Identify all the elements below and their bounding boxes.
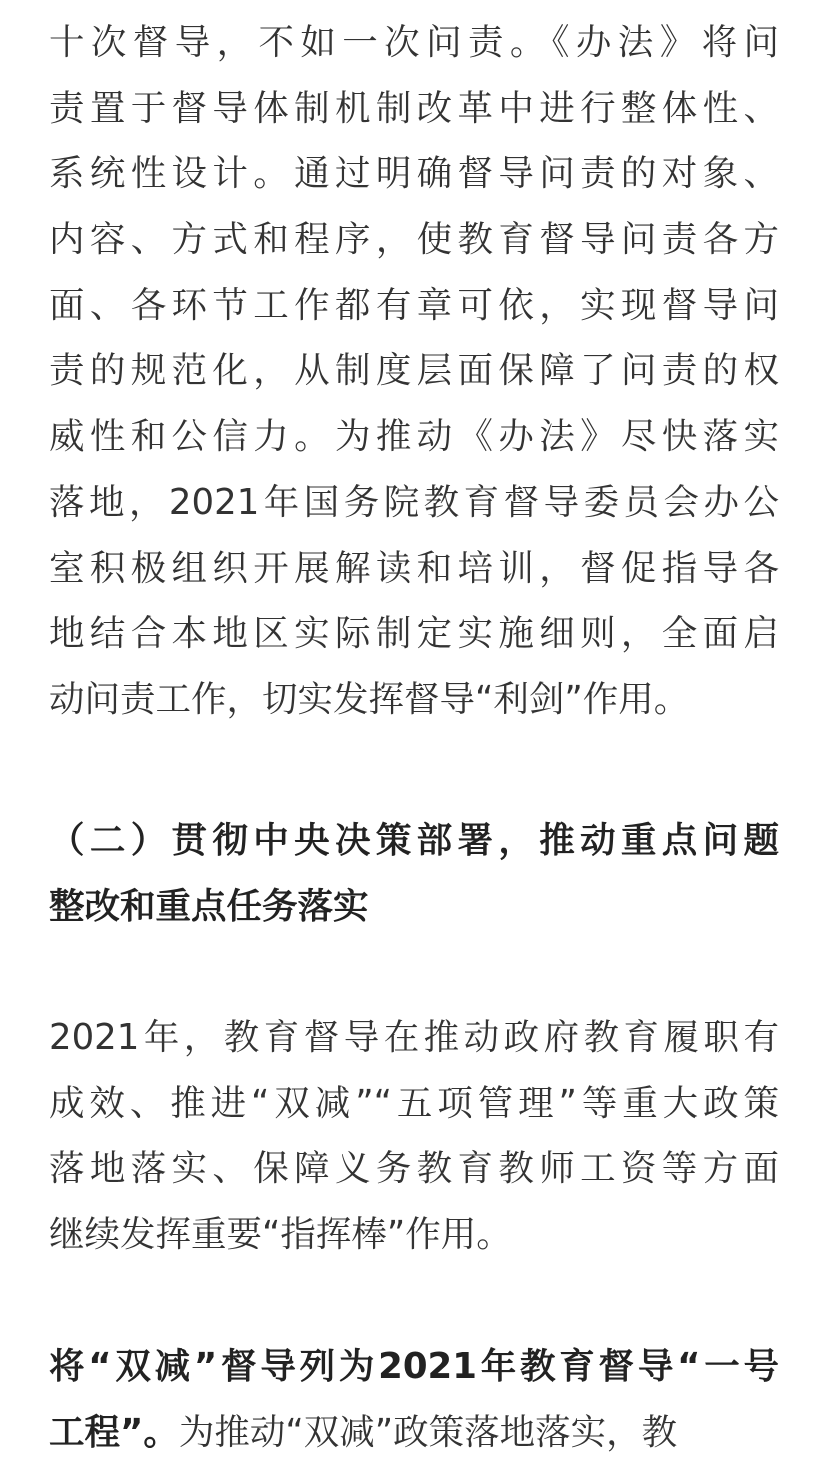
text-line: 内容、方式和程序，使教育督导问责各方 <box>49 219 779 261</box>
text-line: 继续发挥重要“指挥棒”作用。 <box>49 1214 512 1256</box>
paragraph-2021-supervision <box>49 1005 779 1268</box>
text-line: 动问责工作，切实发挥督导“利剑”作用。 <box>49 678 690 720</box>
section-heading <box>49 808 779 939</box>
bold-lead-text: 工程”。 <box>49 1411 179 1453</box>
text-line: 落地，2021年国务院教育督导委员会办公 <box>49 481 779 523</box>
text-line: 威性和公信力。为推动《办法》尽快落实 <box>49 416 779 458</box>
text-line: 2021年，教育督导在推动政府教育履职有 <box>49 1017 779 1058</box>
text-line: 责置于督导体制机制改革中进行整体性、 <box>49 87 779 129</box>
heading-line: 整改和重点任务落实 <box>49 885 369 927</box>
paragraph-double-reduction <box>49 1334 779 1465</box>
text-line: 落地落实、保障义务教育教师工资等方面 <box>49 1148 779 1190</box>
text-line: 责的规范化，从制度层面保障了问责的权 <box>49 350 779 392</box>
text-line: 系统性设计。通过明确督导问责的对象、 <box>49 153 779 195</box>
text-line <box>49 1400 779 1466</box>
text-line: 室积极组织开展解读和培训，督促指导各 <box>49 547 779 589</box>
paragraph-accountability <box>49 10 779 733</box>
text-continuation: 为推动“双减”政策落地落实，教 <box>178 1411 678 1453</box>
text-line: 成效、推进“双减”“五项管理”等重大政策 <box>49 1082 779 1124</box>
text-line: 面、各环节工作都有章可依，实现督导问 <box>49 284 779 326</box>
text-line-bold: 将“双减”督导列为2021年教育督导“一号 <box>49 1346 779 1387</box>
text-line: 地结合本地区实际制定实施细则，全面启 <box>49 613 779 655</box>
text-line: 十次督导，不如一次问责。《办法》将问 <box>49 22 779 63</box>
heading-line: （二）贯彻中央决策部署，推动重点问题 <box>49 820 779 861</box>
